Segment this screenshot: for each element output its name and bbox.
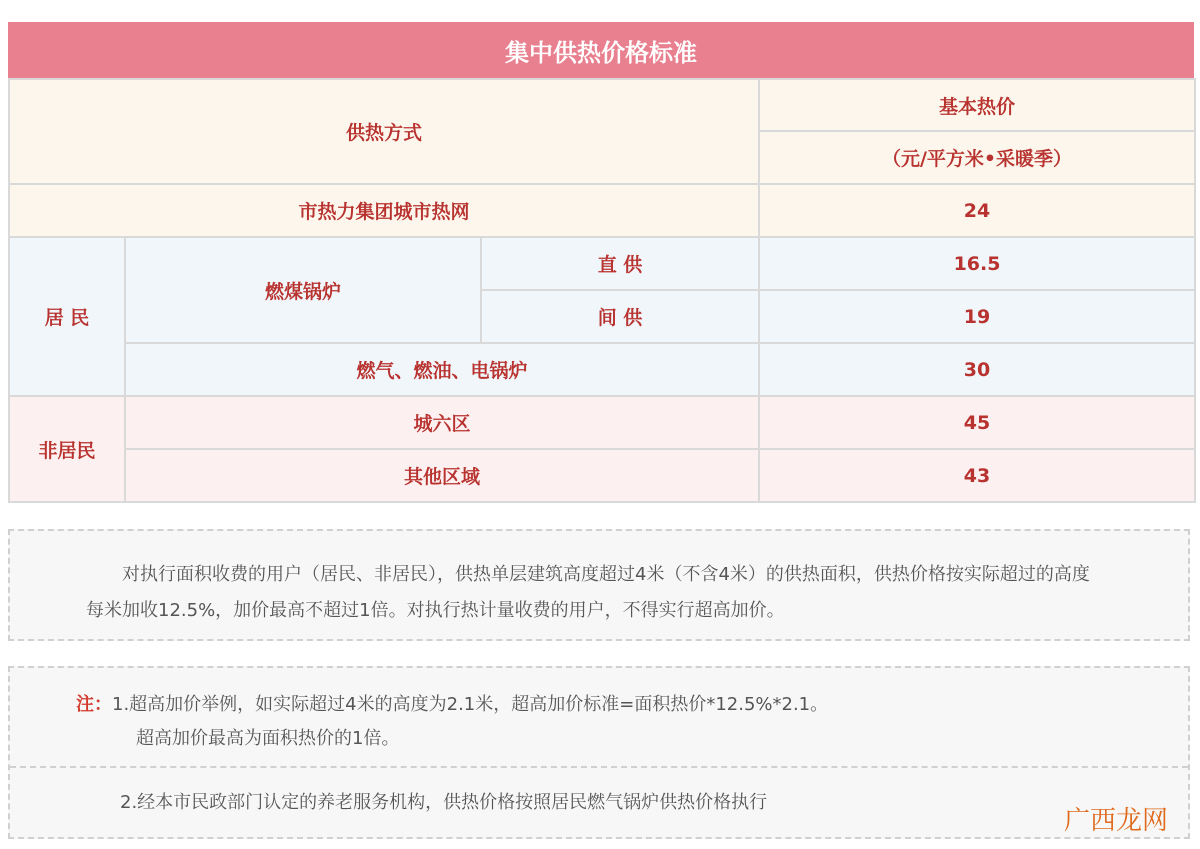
indirect-supply-label: 间 供 — [481, 290, 759, 343]
direct-supply-label: 直 供 — [481, 237, 759, 290]
header-price-title: 基本热价 — [759, 79, 1195, 131]
resident-label: 居 民 — [9, 237, 125, 396]
note-item2: 2.经本市民政部门认定的养老服务机构，供热价格按照居民燃气锅炉供热价格执行 — [120, 792, 768, 813]
non-resident-label: 非居民 — [9, 396, 125, 502]
direct-supply-price: 16.5 — [759, 237, 1195, 290]
surcharge-note — [8, 529, 1190, 641]
city-network-label: 市热力集团城市热网 — [9, 184, 759, 237]
example-note-item1 — [10, 668, 1188, 768]
coal-boiler-label: 燃煤锅炉 — [125, 237, 481, 343]
other-areas-label: 其他区域 — [125, 449, 759, 502]
header-method: 供热方式 — [9, 79, 759, 184]
six-districts-price: 45 — [759, 396, 1195, 449]
gas-oil-electric-label: 燃气、燃油、电锅炉 — [125, 343, 759, 396]
note-item1-line1: 1.超高加价举例，如实际超过4米的高度为2.1米，超高加价标准=面积热价*12.5%*2.1。 — [112, 694, 829, 715]
watermark-logo: 广西龙网 — [1063, 806, 1168, 836]
example-note — [8, 666, 1190, 839]
city-network-price: 24 — [759, 184, 1195, 237]
table-title: 集中供热价格标准 — [8, 22, 1194, 78]
note-item1-line2: 超高加价最高为面积热价的1倍。 — [136, 728, 400, 749]
indirect-supply-price: 19 — [759, 290, 1195, 343]
note-label: 注： — [76, 694, 112, 715]
surcharge-note-text: 对执行面积收费的用户（居民、非居民），供热单层建筑高度超过4米（不含4米）的供热面积，供热价格按实际超过的高度每米加收12.5%，加价最高不超过1倍。对执行热计量收费的用户，不得实行超高加价。 — [86, 564, 1090, 621]
six-districts-label: 城六区 — [125, 396, 759, 449]
gas-oil-electric-price: 30 — [759, 343, 1195, 396]
heating-price-table — [8, 78, 1196, 503]
other-areas-price: 43 — [759, 449, 1195, 502]
header-price-unit: （元/平方米•采暖季） — [759, 131, 1195, 184]
